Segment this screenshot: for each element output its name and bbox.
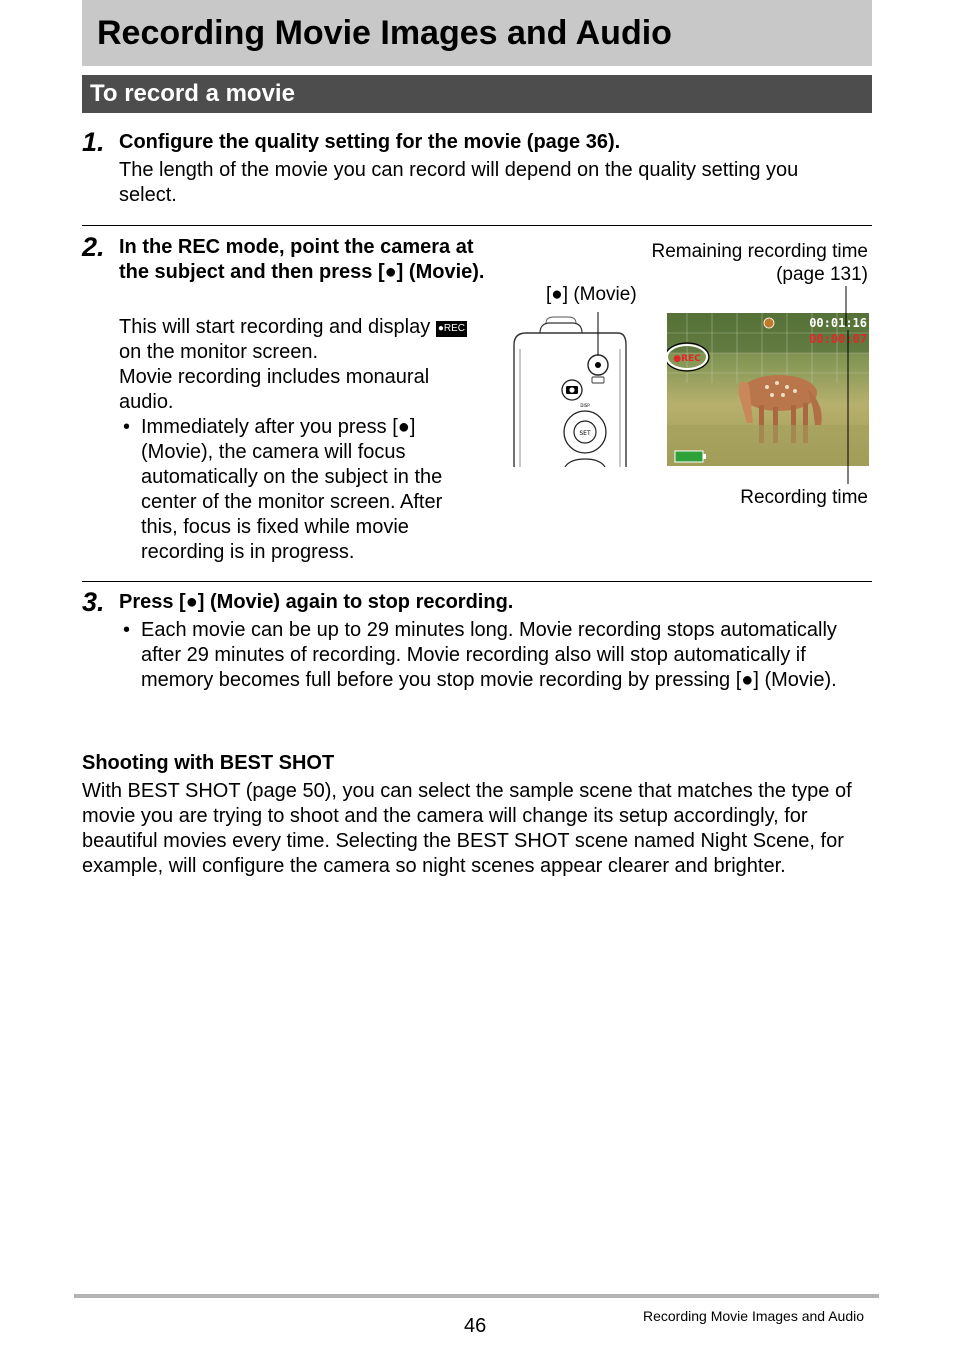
best-shot-body: With BEST SHOT (page 50), you can select the sample scene that matches the type of movie you are trying to shoot and the camera will change its setup accordingly, for beautiful movies every time. Selecting the BEST SHOT scene named Night Scene, for example, will configure the camera so night scenes appear clearer and brighter.	[82, 780, 852, 877]
best-shot-heading: Shooting with BEST SHOT	[82, 752, 335, 774]
battery-icon	[675, 451, 703, 462]
bullet-mark: •	[123, 416, 131, 438]
page-number: 46	[464, 1315, 487, 1337]
step-1-heading: Configure the quality setting for the movie (page 36).	[119, 131, 621, 153]
step-2-heading: In the REC mode, point the camera at the subject and then press [●] (Movie).	[119, 236, 485, 283]
disp-button-label: DISP	[580, 403, 590, 408]
rec-icon: ●REC	[436, 321, 467, 337]
screen-elapsed-time: 00:00:07	[809, 332, 867, 346]
footer-rule	[74, 1294, 879, 1298]
step-3-bullet-text: Each movie can be up to 29 minutes long. Movie recording stops automatically after 29 minutes of recording. Movie recording also will stop automatically if memory becomes full before you stop movie recording by pressing [●] (Movie).	[141, 619, 837, 691]
step-1-body: The length of the movie you can record will depend on the quality setting you select.	[119, 159, 799, 206]
label-recording-time: Recording time	[740, 487, 868, 508]
bullet-mark: •	[123, 619, 131, 641]
label-remaining-time	[652, 240, 869, 286]
step-2-body-1-before: This will start recording and display	[119, 316, 431, 338]
step-2-body-2: Movie recording includes monaural audio.	[119, 366, 430, 413]
divider	[82, 225, 872, 226]
footer-running-title: Recording Movie Images and Audio	[643, 1308, 865, 1324]
screen-rec-indicator: ●REC	[673, 354, 701, 364]
step-2-body-1-after: on the monitor screen.	[119, 341, 318, 363]
screen-remaining-time: 00:01:16	[809, 316, 867, 330]
set-button-label: SET	[579, 430, 591, 437]
step-3-heading: Press [●] (Movie) again to stop recording.	[119, 591, 514, 613]
step-3-bullet	[119, 618, 871, 693]
camera-back-illustration	[510, 305, 635, 467]
step-3-number: 3.	[82, 587, 105, 617]
page-title: Recording Movie Images and Audio	[97, 14, 672, 52]
step-2-body-1	[119, 315, 489, 365]
step-2-bullet	[119, 415, 471, 565]
step-1-number: 1.	[82, 127, 105, 157]
divider	[82, 581, 872, 582]
section-title: To record a movie	[90, 80, 295, 107]
label-leader-lines	[830, 286, 860, 486]
step-2-bullet-text: Immediately after you press [●] (Movie), the camera will focus automatically on the subject in the center of the monitor screen. After this, focus is fixed while movie recording is in progress.	[141, 416, 443, 563]
step-2-number: 2.	[82, 232, 105, 262]
scene-icon	[764, 318, 774, 328]
label-remaining-line-2: (page 131)	[776, 264, 868, 285]
label-remaining-line-1: Remaining recording time	[651, 241, 868, 262]
label-movie-button: [●] (Movie)	[546, 284, 637, 305]
